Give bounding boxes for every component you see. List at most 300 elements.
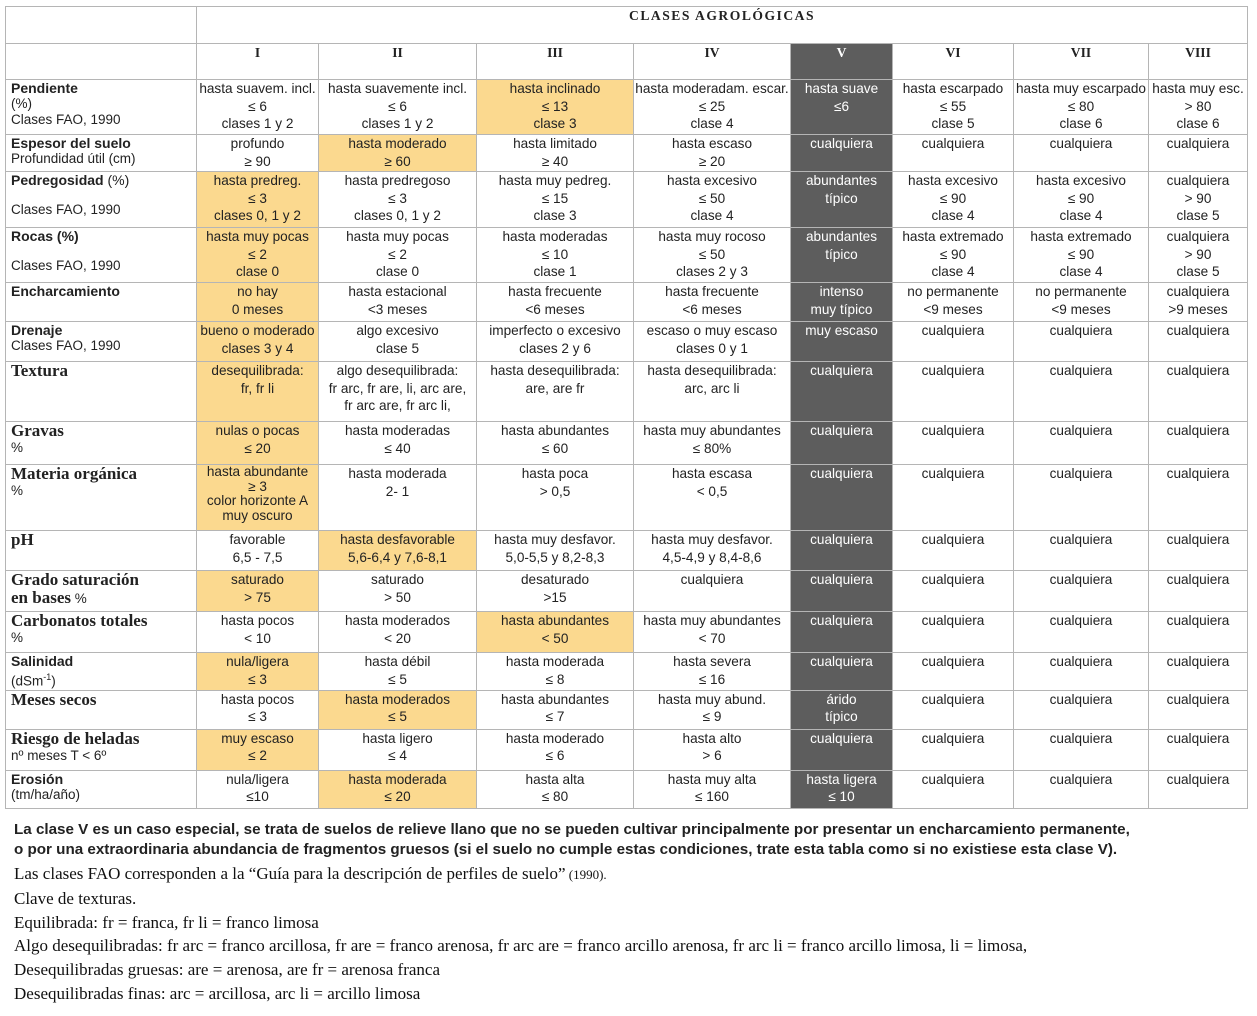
unit-base: (dSm bbox=[11, 673, 44, 689]
row-sublabel: (tm/ha/año) bbox=[11, 786, 81, 802]
cell-gravas-class-VII bbox=[1014, 422, 1149, 465]
class-header-VII: VII bbox=[1014, 44, 1149, 80]
cell-salinidad-class-VIII bbox=[1149, 653, 1248, 691]
row-label bbox=[11, 571, 195, 589]
cell-text: típico bbox=[825, 709, 858, 724]
cell-pendiente-class-VII bbox=[1014, 80, 1149, 135]
cell-text: cualquiera bbox=[1166, 363, 1230, 378]
table-row-grado-saturacion bbox=[6, 571, 1248, 612]
cell-espesor-class-I bbox=[197, 135, 319, 172]
cell-text: ≤ 5 bbox=[388, 671, 407, 687]
cell-text: cualquiera bbox=[1166, 572, 1230, 587]
cell-erosion-class-VII bbox=[1014, 770, 1149, 808]
row-label bbox=[11, 283, 195, 299]
cell-text: cualquiera bbox=[1166, 730, 1230, 746]
cell-text: clase 4 bbox=[1059, 264, 1103, 279]
note-fao-year: (1990). bbox=[565, 867, 607, 882]
cell-text: hasta desequilibrada: bbox=[490, 363, 620, 378]
cell-text: profundo bbox=[230, 136, 285, 151]
cell-gravas-class-III bbox=[477, 422, 634, 465]
class-header-V: V bbox=[791, 44, 893, 80]
cell-text: ≤ 5 bbox=[388, 709, 407, 724]
cell-text: cualquiera bbox=[1166, 323, 1230, 338]
table-row-textura bbox=[6, 362, 1248, 422]
cell-erosion-class-IV bbox=[634, 770, 791, 808]
cell-pedregosidad-class-VIII bbox=[1149, 172, 1248, 228]
cell-text: < 0,5 bbox=[696, 483, 728, 499]
cell-meses-secos-class-IV bbox=[634, 690, 791, 729]
cell-text: ≤ 50 bbox=[698, 190, 726, 206]
cell-ph-class-I bbox=[197, 531, 319, 571]
cell-text: hasta limitado bbox=[513, 136, 597, 151]
cell-meses-secos-class-II bbox=[319, 690, 477, 729]
cell-text: hasta moderada bbox=[348, 466, 447, 481]
row-label-text: Textura bbox=[11, 361, 68, 380]
cell-grado-saturacion-class-IV bbox=[634, 571, 791, 612]
cell-grado-saturacion-class-I bbox=[197, 571, 319, 612]
note-clave: Clave de texturas. bbox=[14, 888, 137, 908]
cell-text: hasta estacional bbox=[348, 284, 447, 299]
cell-text: 5,6-6,4 y 7,6-8,1 bbox=[348, 549, 447, 565]
cell-rocas-class-III bbox=[477, 228, 634, 283]
cell-text: hasta muy pedreg. bbox=[498, 173, 612, 188]
cell-text: nulas o pocas bbox=[215, 423, 300, 438]
cell-materia-organica-class-VI bbox=[893, 465, 1014, 531]
cell-text: 6,5 - 7,5 bbox=[232, 549, 283, 565]
cell-pedregosidad-class-II bbox=[319, 172, 477, 228]
cell-meses-secos-class-VIII bbox=[1149, 690, 1248, 729]
cell-salinidad-class-II bbox=[319, 653, 477, 691]
cell-pendiente-class-I bbox=[197, 80, 319, 135]
cell-textura-class-VIII bbox=[1149, 362, 1248, 422]
cell-text: ≤ 4 bbox=[388, 748, 407, 763]
cell-text: clases 0 y 1 bbox=[676, 340, 748, 356]
cell-text: hasta escaso bbox=[671, 136, 753, 151]
row-sublabel: % bbox=[11, 630, 24, 645]
cell-text: algo excesivo bbox=[356, 323, 439, 338]
table-row-salinidad bbox=[6, 653, 1248, 691]
cell-text: > 0,5 bbox=[539, 483, 571, 499]
cell-riesgo-heladas-class-VII bbox=[1014, 729, 1149, 770]
cell-text: hasta muy escarpado bbox=[1016, 81, 1146, 96]
cell-text: cualquiera bbox=[1049, 466, 1113, 481]
cell-text: cualquiera bbox=[680, 572, 744, 587]
cell-text: ≤ 60 bbox=[541, 440, 569, 456]
cell-text: nula/ligera bbox=[226, 654, 289, 669]
cell-text: ≤ 90 bbox=[1067, 190, 1095, 206]
notes-section bbox=[14, 820, 1254, 1006]
cell-text: clase 4 bbox=[690, 208, 734, 223]
table-row-carbonatos bbox=[6, 612, 1248, 653]
cell-text: cualquiera bbox=[921, 423, 985, 438]
cell-text: <3 meses bbox=[367, 301, 428, 317]
cell-pedregosidad-class-IV bbox=[634, 172, 791, 228]
row-header-carbonatos bbox=[6, 612, 197, 653]
cell-erosion-class-I bbox=[197, 770, 319, 808]
cell-encharcamiento-class-IV bbox=[634, 283, 791, 322]
cell-text: ≤ 80% bbox=[692, 440, 732, 456]
row-header-erosion bbox=[6, 770, 197, 808]
note-class-v-1: La clase V es un caso especial, se trata de suelos de relieve llano que no se pueden cultivar principalmente por presentar un encharcamiento permanente, bbox=[14, 821, 1130, 838]
row-sublabel: % bbox=[11, 483, 24, 498]
cell-text: fr arc are, fr arc li, bbox=[344, 398, 451, 413]
cell-text: hasta pocos bbox=[220, 691, 295, 707]
cell-rocas-class-VII bbox=[1014, 228, 1149, 283]
cell-text: bueno o moderado bbox=[200, 323, 315, 338]
cell-textura-class-II bbox=[319, 362, 477, 422]
cell-text: ≥ 3 bbox=[248, 478, 267, 494]
row-label-text: Meses secos bbox=[11, 690, 97, 709]
cell-text: desaturado bbox=[520, 572, 590, 587]
cell-text: hasta moderados bbox=[344, 691, 451, 707]
class-header-I: I bbox=[197, 44, 319, 80]
cell-grado-saturacion-class-VI bbox=[893, 571, 1014, 612]
cell-text: nula/ligera bbox=[226, 771, 289, 787]
row-label-text: Pendiente bbox=[11, 80, 78, 96]
cell-text: clase 4 bbox=[931, 208, 975, 223]
cell-textura-class-I bbox=[197, 362, 319, 422]
cell-carbonatos-class-II bbox=[319, 612, 477, 653]
class-header-VI: VI bbox=[893, 44, 1014, 80]
cell-drenaje-class-VII bbox=[1014, 322, 1149, 362]
cell-text: ≤ 2 bbox=[248, 748, 267, 763]
row-label-text: Espesor del suelo bbox=[11, 135, 131, 151]
cell-grado-saturacion-class-V bbox=[791, 571, 893, 612]
cell-text: hasta severa bbox=[673, 654, 751, 669]
row-header-grado-saturacion bbox=[6, 571, 197, 612]
cell-text: < 10 bbox=[244, 630, 271, 646]
cell-text: árido bbox=[826, 691, 857, 707]
row-header-encharcamiento bbox=[6, 283, 197, 322]
row-label-line2 bbox=[11, 589, 195, 608]
cell-textura-class-VI bbox=[893, 362, 1014, 422]
row-label-text: Salinidad bbox=[11, 653, 74, 669]
cell-text: clase 4 bbox=[931, 264, 975, 279]
cell-text: hasta muy abundantes bbox=[643, 423, 781, 438]
cell-text: clases 1 y 2 bbox=[221, 116, 294, 131]
cell-text: cualquiera bbox=[1049, 423, 1113, 438]
cell-text: cualquiera bbox=[1166, 654, 1230, 669]
cell-text: clase 0 bbox=[375, 264, 420, 279]
cell-salinidad-class-IV bbox=[634, 653, 791, 691]
cell-text: cualquiera bbox=[921, 691, 985, 707]
cell-text: hasta abundante bbox=[206, 464, 309, 479]
cell-text: ≤ 6 bbox=[248, 98, 267, 114]
cell-text: cualquiera bbox=[1166, 423, 1230, 438]
cell-text: hasta escasa bbox=[671, 466, 753, 481]
cell-espesor-class-IV bbox=[634, 135, 791, 172]
cell-rocas-class-I bbox=[197, 228, 319, 283]
cell-encharcamiento-class-III bbox=[477, 283, 634, 322]
row-header-materia-organica bbox=[6, 465, 197, 531]
cell-encharcamiento-class-V bbox=[791, 283, 893, 322]
cell-pedregosidad-class-VII bbox=[1014, 172, 1149, 228]
cell-erosion-class-II bbox=[319, 770, 477, 808]
cell-text: muy escaso bbox=[221, 730, 294, 746]
row-label-text: Riesgo de heladas bbox=[11, 729, 140, 748]
cell-encharcamiento-class-VIII bbox=[1149, 283, 1248, 322]
cell-text: clase 5 bbox=[931, 116, 975, 131]
row-sublabel: Profundidad útil (cm) bbox=[11, 151, 136, 166]
cell-text: ≤ 10 bbox=[541, 246, 569, 262]
cell-text: típico bbox=[825, 190, 858, 206]
cell-espesor-class-II bbox=[319, 135, 477, 172]
cell-text: hasta alto bbox=[682, 730, 742, 746]
cell-riesgo-heladas-class-I bbox=[197, 729, 319, 770]
cell-text: ≤ 160 bbox=[695, 789, 729, 804]
table-row-meses-secos bbox=[6, 690, 1248, 729]
cell-grado-saturacion-class-VII bbox=[1014, 571, 1149, 612]
cell-ph-class-VI bbox=[893, 531, 1014, 571]
row-header-pendiente bbox=[6, 80, 197, 135]
cell-text: imperfecto o excesivo bbox=[489, 323, 621, 338]
cell-text: clase 4 bbox=[690, 116, 734, 131]
row-header-textura bbox=[6, 362, 197, 422]
row-label-text: Pedregosidad bbox=[11, 172, 104, 188]
cell-textura-class-IV bbox=[634, 362, 791, 422]
cell-text: cualquiera bbox=[810, 363, 873, 378]
row-label bbox=[11, 531, 195, 549]
table-row-ph bbox=[6, 531, 1248, 571]
row-sublabel: Clases FAO, 1990 bbox=[11, 202, 121, 217]
cell-text: hasta muy abundantes bbox=[643, 613, 781, 628]
cell-pendiente-class-IV bbox=[634, 80, 791, 135]
cell-gravas-class-VIII bbox=[1149, 422, 1248, 465]
cell-text: ≤ 50 bbox=[698, 246, 726, 262]
unit-exponent: -1 bbox=[43, 672, 52, 682]
cell-grado-saturacion-class-VIII bbox=[1149, 571, 1248, 612]
row-sublabel: nº meses T < 6º bbox=[11, 747, 107, 763]
row-label-unit: (%) bbox=[103, 172, 130, 188]
cell-text: cualquiera bbox=[1166, 771, 1230, 787]
cell-carbonatos-class-VI bbox=[893, 612, 1014, 653]
cell-text: cualquiera bbox=[921, 136, 985, 151]
cell-text: saturado bbox=[371, 572, 424, 587]
cell-text: clases 0, 1 y 2 bbox=[354, 208, 441, 223]
cell-drenaje-class-I bbox=[197, 322, 319, 362]
cell-salinidad-class-V bbox=[791, 653, 893, 691]
cell-riesgo-heladas-class-V bbox=[791, 729, 893, 770]
cell-text: color horizonte A bbox=[206, 493, 309, 508]
cell-grado-saturacion-class-III bbox=[477, 571, 634, 612]
cell-text: hasta excesivo bbox=[667, 173, 757, 188]
cell-text: clases 1 y 2 bbox=[361, 116, 434, 131]
cell-text: abundantes bbox=[805, 229, 878, 244]
class-header-III: III bbox=[477, 44, 634, 80]
cell-rocas-class-V bbox=[791, 228, 893, 283]
row-label bbox=[11, 362, 195, 380]
cell-text: hasta abundantes bbox=[500, 613, 610, 628]
cell-pedregosidad-class-VI bbox=[893, 172, 1014, 228]
cell-text: ≤ 55 bbox=[939, 98, 967, 114]
cell-encharcamiento-class-VI bbox=[893, 283, 1014, 322]
cell-text: cualquiera bbox=[1166, 229, 1230, 244]
cell-gravas-class-V bbox=[791, 422, 893, 465]
cell-meses-secos-class-I bbox=[197, 690, 319, 729]
cell-ph-class-VII bbox=[1014, 531, 1149, 571]
cell-text: arc, arc li bbox=[684, 380, 740, 396]
agrological-classes-table bbox=[5, 6, 1248, 809]
cell-text: cualquiera bbox=[921, 613, 985, 628]
cell-carbonatos-class-I bbox=[197, 612, 319, 653]
cell-text: hasta escarpado bbox=[902, 81, 1004, 96]
class-header-row bbox=[6, 44, 1248, 80]
cell-text: <9 meses bbox=[923, 301, 983, 317]
cell-text: hasta poca bbox=[521, 466, 589, 481]
cell-text: hasta extremado bbox=[902, 229, 1004, 244]
cell-rocas-class-VI bbox=[893, 228, 1014, 283]
cell-ph-class-II bbox=[319, 531, 477, 571]
row-header-pedregosidad bbox=[6, 172, 197, 228]
cell-text: hasta abundantes bbox=[500, 691, 610, 707]
row-sublabel: Clases FAO, 1990 bbox=[11, 258, 121, 273]
row-header-salinidad bbox=[6, 653, 197, 691]
row-label bbox=[11, 653, 195, 669]
cell-text: > 90 bbox=[1184, 246, 1212, 262]
cell-text: favorable bbox=[229, 532, 286, 547]
cell-materia-organica-class-II bbox=[319, 465, 477, 531]
cell-espesor-class-VI bbox=[893, 135, 1014, 172]
cell-ph-class-III bbox=[477, 531, 634, 571]
cell-pedregosidad-class-III bbox=[477, 172, 634, 228]
cell-drenaje-class-IV bbox=[634, 322, 791, 362]
cell-text: cualquiera bbox=[1049, 532, 1113, 547]
note-equilibrada: Equilibrada: fr = franca, fr li = franco limosa bbox=[14, 912, 319, 932]
cell-espesor-class-III bbox=[477, 135, 634, 172]
cell-text: cualquiera bbox=[810, 730, 873, 746]
cell-text: cualquiera bbox=[810, 532, 873, 547]
cell-text: >9 meses bbox=[1168, 301, 1228, 317]
cell-salinidad-class-I bbox=[197, 653, 319, 691]
corner-cell bbox=[6, 7, 197, 44]
note-desequilibradas-gruesas: Desequilibradas gruesas: are = arenosa, are fr = arenosa franca bbox=[14, 960, 441, 980]
cell-espesor-class-VII bbox=[1014, 135, 1149, 172]
cell-text: no hay bbox=[237, 284, 278, 299]
cell-riesgo-heladas-class-III bbox=[477, 729, 634, 770]
cell-text: ≤ 6 bbox=[545, 748, 565, 763]
cell-text: no permanente bbox=[907, 284, 999, 299]
row-sublabel: % bbox=[11, 440, 24, 455]
cell-text: cualquiera bbox=[921, 730, 985, 746]
cell-text: hasta predreg. bbox=[213, 173, 302, 188]
table-row-pedregosidad bbox=[6, 172, 1248, 228]
cell-text: hasta suavemente incl. bbox=[327, 81, 468, 96]
cell-text: hasta muy desfavor. bbox=[651, 532, 773, 547]
cell-carbonatos-class-VII bbox=[1014, 612, 1149, 653]
cell-text: clases 0, 1 y 2 bbox=[214, 208, 301, 223]
cell-drenaje-class-VIII bbox=[1149, 322, 1248, 362]
row-label-text: Carbonatos totales bbox=[11, 611, 148, 630]
cell-text: hasta suavem. incl. bbox=[199, 81, 316, 96]
cell-text: cualquiera bbox=[1166, 613, 1230, 628]
cell-text: hasta muy desfavor. bbox=[494, 532, 616, 547]
cell-text: fr arc, fr are, li, arc are, bbox=[328, 380, 467, 396]
cell-ph-class-V bbox=[791, 531, 893, 571]
row-label-text: Materia orgánica bbox=[11, 464, 138, 483]
cell-text: hasta desfavorable bbox=[340, 532, 455, 547]
agrological-classes-table-wrapper bbox=[5, 6, 1247, 809]
cell-text: ≤ 90 bbox=[939, 246, 967, 262]
row-label bbox=[11, 172, 195, 188]
cell-text: hasta muy esc. bbox=[1152, 81, 1244, 96]
table-row-riesgo-heladas bbox=[6, 729, 1248, 770]
row-header-rocas bbox=[6, 228, 197, 283]
cell-salinidad-class-III bbox=[477, 653, 634, 691]
cell-text: cualquiera bbox=[1166, 136, 1230, 151]
row-sublabel bbox=[11, 669, 195, 690]
cell-text: ≤ 90 bbox=[939, 190, 967, 206]
row-header-drenaje bbox=[6, 322, 197, 362]
cell-text: ≤ 10 bbox=[828, 789, 855, 804]
cell-text: saturado bbox=[231, 572, 284, 587]
table-row-erosion bbox=[6, 770, 1248, 808]
note-fao-main: Las clases FAO corresponden a la “Guía para la descripción de perfiles de suelo” bbox=[14, 864, 566, 883]
cell-text: escaso o muy escaso bbox=[646, 323, 778, 338]
cell-text: cualquiera bbox=[810, 572, 873, 587]
cell-text: cualquiera bbox=[921, 363, 985, 378]
cell-pedregosidad-class-I bbox=[197, 172, 319, 228]
cell-text: hasta moderado bbox=[505, 730, 605, 746]
cell-text: hasta muy abund. bbox=[657, 691, 767, 707]
cell-text: ≤10 bbox=[246, 789, 269, 804]
cell-materia-organica-class-III bbox=[477, 465, 634, 531]
cell-text: clase 5 bbox=[1176, 208, 1220, 223]
cell-text: ≤ 6 bbox=[388, 98, 407, 114]
cell-text: típico bbox=[825, 246, 858, 262]
cell-text: cualquiera bbox=[921, 532, 985, 547]
cell-pendiente-class-VI bbox=[893, 80, 1014, 135]
row-sublabel: Clases FAO, 1990 bbox=[11, 338, 121, 353]
row-label bbox=[11, 135, 195, 151]
cell-text: hasta desequilibrada: bbox=[647, 363, 777, 378]
cell-ph-class-IV bbox=[634, 531, 791, 571]
cell-text: hasta excesivo bbox=[908, 173, 998, 188]
cell-text: ≤ 2 bbox=[388, 246, 407, 262]
cell-text: clase 5 bbox=[375, 340, 420, 356]
cell-text: ≥ 40 bbox=[541, 153, 569, 169]
cell-text: 5,0-5,5 y 8,2-8,3 bbox=[505, 549, 605, 565]
cell-riesgo-heladas-class-VI bbox=[893, 729, 1014, 770]
table-row-espesor bbox=[6, 135, 1248, 172]
row-header-espesor bbox=[6, 135, 197, 172]
cell-text: ≤ 3 bbox=[248, 190, 267, 206]
cell-text: cualquiera bbox=[810, 466, 873, 481]
cell-text: ≤ 8 bbox=[545, 671, 565, 687]
cell-gravas-class-I bbox=[197, 422, 319, 465]
cell-text: algo desequilibrada: bbox=[336, 363, 459, 378]
cell-encharcamiento-class-I bbox=[197, 283, 319, 322]
cell-pendiente-class-II bbox=[319, 80, 477, 135]
cell-text: ≤ 20 bbox=[384, 789, 411, 804]
cell-encharcamiento-class-VII bbox=[1014, 283, 1149, 322]
table-row-rocas bbox=[6, 228, 1248, 283]
cell-text: cualquiera bbox=[1049, 691, 1113, 707]
row-label bbox=[11, 771, 195, 787]
cell-text: no permanente bbox=[1035, 284, 1127, 299]
cell-text: hasta pocos bbox=[220, 613, 295, 628]
cell-gravas-class-II bbox=[319, 422, 477, 465]
cell-drenaje-class-III bbox=[477, 322, 634, 362]
cell-materia-organica-class-I bbox=[197, 465, 319, 531]
cell-text: hasta ligera bbox=[806, 771, 877, 787]
cell-text: clases 2 y 3 bbox=[676, 264, 748, 279]
cell-text: cualquiera bbox=[921, 323, 985, 338]
row-label bbox=[11, 228, 195, 244]
cell-text: clase 6 bbox=[1176, 116, 1220, 131]
row-label-text: Encharcamiento bbox=[11, 283, 120, 299]
cell-text: ≤ 16 bbox=[698, 671, 726, 687]
row-label bbox=[11, 691, 195, 709]
